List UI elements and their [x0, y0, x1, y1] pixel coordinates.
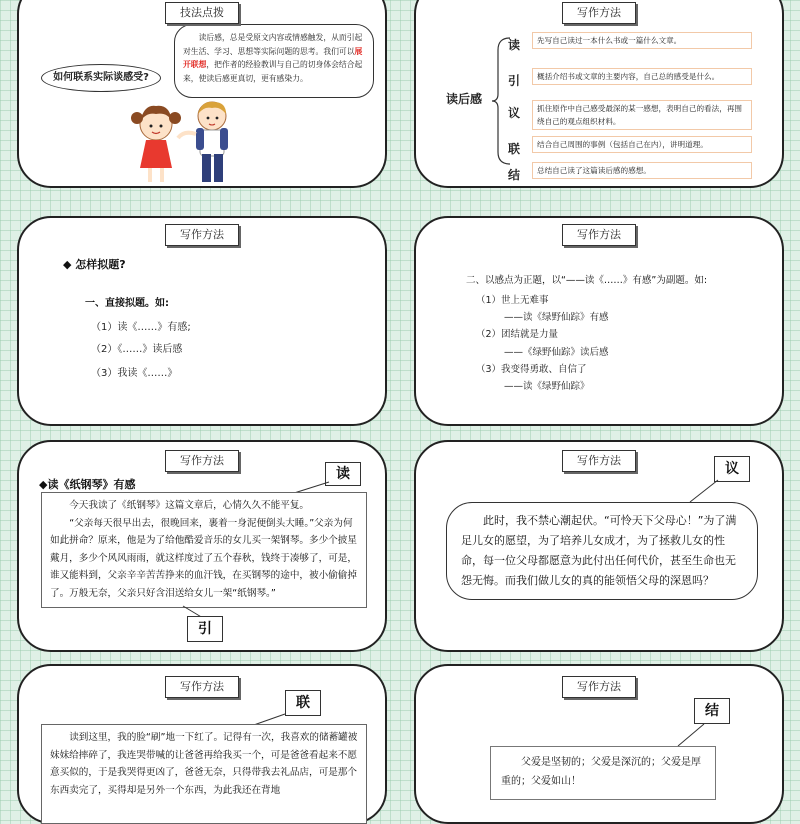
outline-step-desc: 结合自己周围的事例（包括自己在内），讲明道理。	[532, 136, 752, 153]
outline-step-char: 联	[508, 142, 521, 156]
section-heading: 二、以感点为正题，以“——读《……》有感”为副题。如:	[466, 275, 708, 286]
callout-read: 读	[325, 462, 361, 486]
callout-intro: 引	[187, 616, 223, 642]
slide-tag: 写作方法	[562, 676, 636, 698]
essay-title: ◆读《纸钢琴》有感	[39, 478, 136, 491]
excerpt-box	[41, 492, 367, 608]
conclusion-box	[490, 746, 716, 800]
outline-step-desc: 概括介绍书或文章的主要内容，自己总的感受是什么。	[532, 68, 752, 85]
example-line: ——《绿野仙踪》读后感	[504, 347, 609, 358]
slide-tag: 技法点拨	[165, 2, 239, 24]
slide-tag: 写作方法	[562, 450, 636, 472]
discussion-box	[446, 502, 758, 600]
speech-text: 读后感，总是受原文内容或情感触发，从而引起对生活、学习、思想等实际问题的思考。我们可以展开联想，把作者的经验教训与自己的切身体会结合起来，使读后感更真切，更有感染力。	[183, 33, 363, 83]
slide-connect	[17, 664, 387, 824]
slide-tag: 写作方法	[165, 676, 239, 698]
example-line: （1）世上无难事	[476, 295, 549, 306]
question-bubble	[41, 64, 161, 92]
slide-title-methods	[17, 216, 387, 426]
slide-subtitle-methods	[414, 216, 784, 426]
title-item: （2）《……》读后感	[91, 344, 183, 355]
connect-text: 读到这里，我的脸“刷”地一下红了。记得有一次，我喜欢的储蓄罐被妹妹给摔碎了，我连哭带喊的让爸爸再给我买一个，可是爸爸看起来不愿意买似的，于是我哭得更凶了，爸爸无奈，只得带我去礼品店，可是那个东西卖完了，买得却是另外一个东西，为此我还在背地	[50, 732, 358, 796]
outline-step-char: 议	[508, 106, 521, 120]
slide-writing-method-outline	[414, 0, 784, 188]
example-line: ——读《绿野仙踪》有感	[504, 312, 609, 323]
sub-heading: 一、直接拟题。如:	[85, 298, 169, 309]
slide-tag: 写作方法	[562, 2, 636, 24]
outline-step-desc: 先写自己读过一本什么书或一篇什么文章。	[532, 32, 752, 49]
outline-step-char: 读	[508, 38, 521, 52]
slide-read-intro	[17, 440, 387, 652]
slide-tag: 写作方法	[165, 224, 239, 246]
outline-step-char: 引	[508, 74, 521, 88]
outline-step-desc: 总结自己读了这篇读后感的感想。	[532, 162, 752, 179]
outline-step-char: 结	[508, 168, 521, 182]
excerpt-paragraph: 今天我读了《纸钢琴》这篇文章后，心情久久不能平复。	[69, 500, 310, 511]
kids-illustration	[124, 94, 244, 188]
section-heading: ◆ 怎样拟题?	[63, 258, 126, 271]
slide-tag: 写作方法	[165, 450, 239, 472]
highlight-text: 展开联想	[183, 46, 363, 69]
callout-connect: 联	[285, 690, 321, 716]
speech-bubble	[174, 24, 374, 98]
callout-discuss: 议	[714, 456, 750, 482]
discussion-text: 此时，我不禁心潮起伏。“可怜天下父母心！”为了满足儿女的愿望，为了培养儿女成才，为了拯救儿女的性命，每一位父母都愿意为此付出任何代价，甚至生命也无怨无悔。而我们做儿女的真的能领悟父母的深恩吗？	[461, 514, 737, 587]
slide-conclude	[414, 664, 784, 824]
example-line: （3）我变得勇敢、自信了	[476, 364, 587, 375]
slide-tag: 写作方法	[562, 224, 636, 246]
title-item: （3）我读《……》	[91, 368, 178, 379]
slide-technique-tips	[17, 0, 387, 188]
callout-conclude: 结	[694, 698, 730, 724]
question-text: 如何联系实际谈感受?	[53, 72, 149, 83]
title-item: （1）读《……》有感;	[91, 322, 191, 333]
outline-step-desc: 抓住原作中自己感受最深的某一感想，表明自己的看法，再围绕自己的观点组织材料。	[532, 100, 752, 130]
example-line: （2）团结就是力量	[476, 329, 559, 340]
center-label: 读后感	[446, 92, 483, 106]
excerpt-paragraph: “父亲每天很早出去，很晚回来，裹着一身泥便倒头大睡。”父亲为何如此拼命？原来，他是为了给他酷爱音乐的女儿买一架钢琴。多少个披星戴月，多少个风风雨雨，就这样度过了五个春秋，钱终于凑够了，可是，谁又能料到，父亲辛辛苦苦挣来的血汗钱，在买钢琴的途中，被小偷偷掉了。万般无奈，父亲只好含泪送给女儿一架“纸钢琴。”	[50, 517, 357, 599]
slide-discuss	[414, 440, 784, 652]
example-line: ——读《绿野仙踪》	[504, 381, 590, 392]
conclusion-text: 父爱是坚韧的；父爱是深沉的；父爱是厚重的；父爱如山！	[501, 757, 701, 787]
connect-box	[41, 724, 367, 824]
